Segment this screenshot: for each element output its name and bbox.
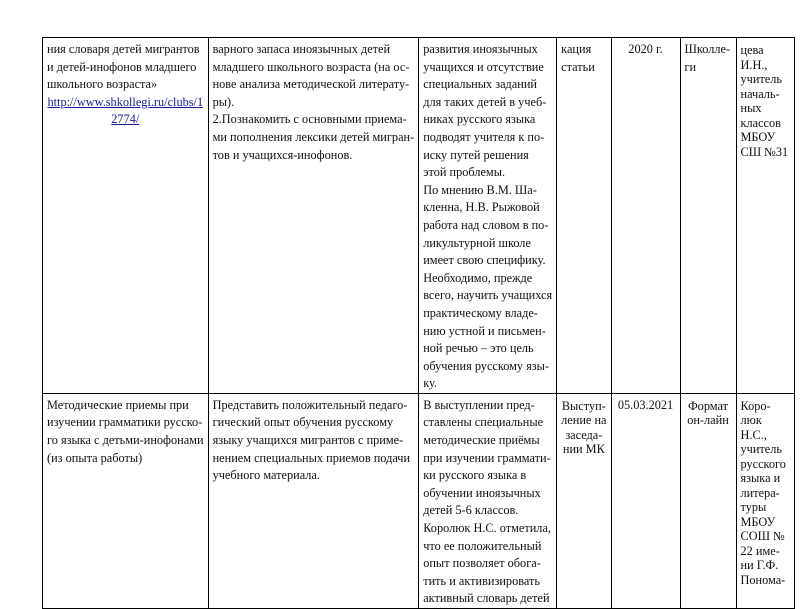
text-line: литера- — [740, 485, 780, 500]
text-line: школьного возраста» — [47, 77, 158, 92]
text-line: этой проблемы. — [423, 165, 506, 180]
text-line: подводят учителя к по- — [423, 129, 545, 144]
link-text — [47, 94, 204, 129]
text-line: тов и учащихся-инофонов. — [212, 147, 353, 162]
text-line: цева — [740, 43, 764, 57]
date-text — [616, 41, 676, 59]
form-cell — [557, 393, 611, 608]
date-text — [616, 397, 676, 415]
text-line: В выступлении пред- — [423, 397, 535, 412]
text-line: Представить положительный педаго- — [212, 397, 408, 412]
text-line: всего, научить учащихся — [423, 288, 553, 303]
place-cell — [680, 38, 736, 394]
goals-cell — [208, 38, 419, 394]
topic-text — [47, 41, 204, 94]
text-line: Методические приемы при — [47, 397, 189, 412]
text-line: Необходимо, прежде — [423, 270, 533, 285]
text-line: методические приёмы — [423, 433, 540, 448]
topic-cell — [43, 393, 209, 608]
text-line: языка и — [740, 471, 781, 486]
text-line: Школле- — [684, 42, 731, 56]
text-line: учитель — [740, 72, 782, 86]
date-cell — [611, 393, 680, 608]
form-text — [561, 41, 606, 76]
text-line: ление на — [561, 413, 607, 428]
text-line: учитель — [740, 442, 782, 457]
text-line: МБОУ — [740, 130, 776, 144]
text-line: ги — [684, 59, 697, 74]
text-line: обучении иноязычных — [423, 485, 541, 500]
text-line: ной речью – это цель — [423, 341, 534, 356]
form-cell — [557, 38, 611, 394]
text-line: (из опыта работы) — [47, 450, 143, 465]
text-line: 2.Познакомить с основными приема- — [212, 112, 407, 127]
text-line: иску путей решения — [423, 147, 529, 162]
text-line: нением специальных приемов подачи — [212, 450, 411, 465]
text-line: опыт позволяет обога- — [423, 556, 541, 571]
text-line: учащихся и отсутствие — [423, 59, 544, 74]
text-line: русского — [740, 456, 786, 471]
topic-cell — [43, 38, 209, 394]
text-line: ры). — [212, 94, 235, 109]
text-line: тить и активизировать — [423, 573, 540, 588]
text-line: Формат — [687, 398, 729, 413]
place-text — [685, 399, 732, 428]
goals-text — [213, 397, 415, 485]
text-line: Коро- — [740, 398, 771, 413]
text-line: для таких детей в учеб- — [423, 94, 547, 109]
topic-text — [47, 397, 204, 467]
table-row — [43, 393, 795, 608]
text-line: и детей-инофонов младшего — [47, 59, 197, 74]
text-line: детей 5-6 классов. — [423, 503, 519, 518]
events-table — [42, 37, 795, 609]
text-line: ми пополнения лексики детей мигран- — [212, 129, 415, 144]
text-line: ставлены специальные — [423, 415, 544, 430]
text-line: кленна, Н.В. Рыжовой — [423, 200, 540, 215]
place-cell — [680, 393, 736, 608]
text-line: И.Н., — [740, 57, 768, 72]
text-line: изучении грамматики русско- — [47, 415, 203, 430]
author-text — [741, 399, 790, 588]
text-line: 22 име- — [740, 543, 780, 558]
text-line: учебного материала. — [212, 468, 320, 483]
text-line: СШ №31 — [740, 144, 789, 159]
date-cell — [611, 38, 680, 394]
text-line: заседа- — [565, 427, 603, 442]
text-line: го языка с детьми-инофонами — [47, 433, 204, 448]
author-text — [741, 43, 790, 159]
text-line: он-лайн — [687, 413, 729, 428]
author-cell — [736, 38, 794, 394]
content-cell — [419, 393, 557, 608]
text-line: активный словарь детей — [423, 591, 550, 606]
article-link[interactable] — [47, 94, 204, 129]
text-line: нии МК — [562, 442, 605, 457]
text-line: началь- — [740, 86, 780, 101]
text-line: нове анализа методической литерату- — [212, 77, 410, 92]
content-text — [423, 397, 552, 608]
text-line: развития иноязычных — [423, 42, 538, 56]
text-line: работа над словом в по- — [423, 217, 549, 232]
text-line: ликультурной школе — [423, 235, 531, 250]
form-text — [561, 399, 606, 457]
text-line: статьи — [561, 59, 595, 74]
text-line: 2020 г. — [628, 42, 663, 56]
text-line: никах русского языка — [423, 112, 536, 127]
text-line: Понома- — [740, 572, 786, 587]
text-line: люк — [740, 413, 762, 428]
text-line: 05.03.2021 — [617, 397, 674, 412]
content-text — [423, 41, 552, 393]
text-line: нию устной и письмен- — [423, 323, 546, 338]
text-line: гический опыт обучения русскому — [212, 415, 394, 430]
text-line: младшего школьного возраста (на ос- — [212, 59, 410, 74]
text-line: http://www.shkollegi.ru/clubs/1 — [47, 94, 204, 109]
text-line: 2774/ — [111, 112, 140, 127]
content-cell — [419, 38, 557, 394]
text-line: кация — [561, 42, 592, 56]
text-line: имеет свою специфику. — [423, 253, 546, 268]
text-line: ки русского языка в — [423, 468, 527, 483]
table-row — [43, 38, 795, 394]
text-line: обучения русскому язы- — [423, 358, 550, 373]
text-line: что ее положительный — [423, 538, 542, 553]
text-line: варного запаса иноязычных детей — [212, 42, 391, 56]
text-line: специальных заданий — [423, 77, 538, 92]
text-line: По мнению В.М. Ша- — [423, 182, 537, 197]
text-line: языку учащихся мигрантов с приме- — [212, 433, 404, 448]
text-line: Королюк Н.С. отметила, — [423, 521, 551, 536]
goals-cell — [208, 393, 419, 608]
text-line: Н.С., — [740, 427, 767, 442]
text-line: СОШ № — [740, 529, 785, 544]
text-line: ных — [740, 101, 762, 115]
text-line: ни Г.Ф. — [740, 558, 779, 573]
text-line: ния словаря детей мигрантов — [47, 42, 200, 56]
text-line: туры — [740, 500, 767, 515]
text-line: МБОУ — [740, 514, 776, 529]
goals-text — [213, 41, 415, 164]
author-cell — [736, 393, 794, 608]
text-line: при изучении граммати- — [423, 450, 551, 465]
text-line: классов — [740, 115, 781, 130]
text-line: практическому владе- — [423, 305, 538, 320]
place-text — [685, 41, 732, 76]
text-line: Выступ- — [561, 398, 606, 413]
text-line: ку. — [423, 376, 437, 391]
